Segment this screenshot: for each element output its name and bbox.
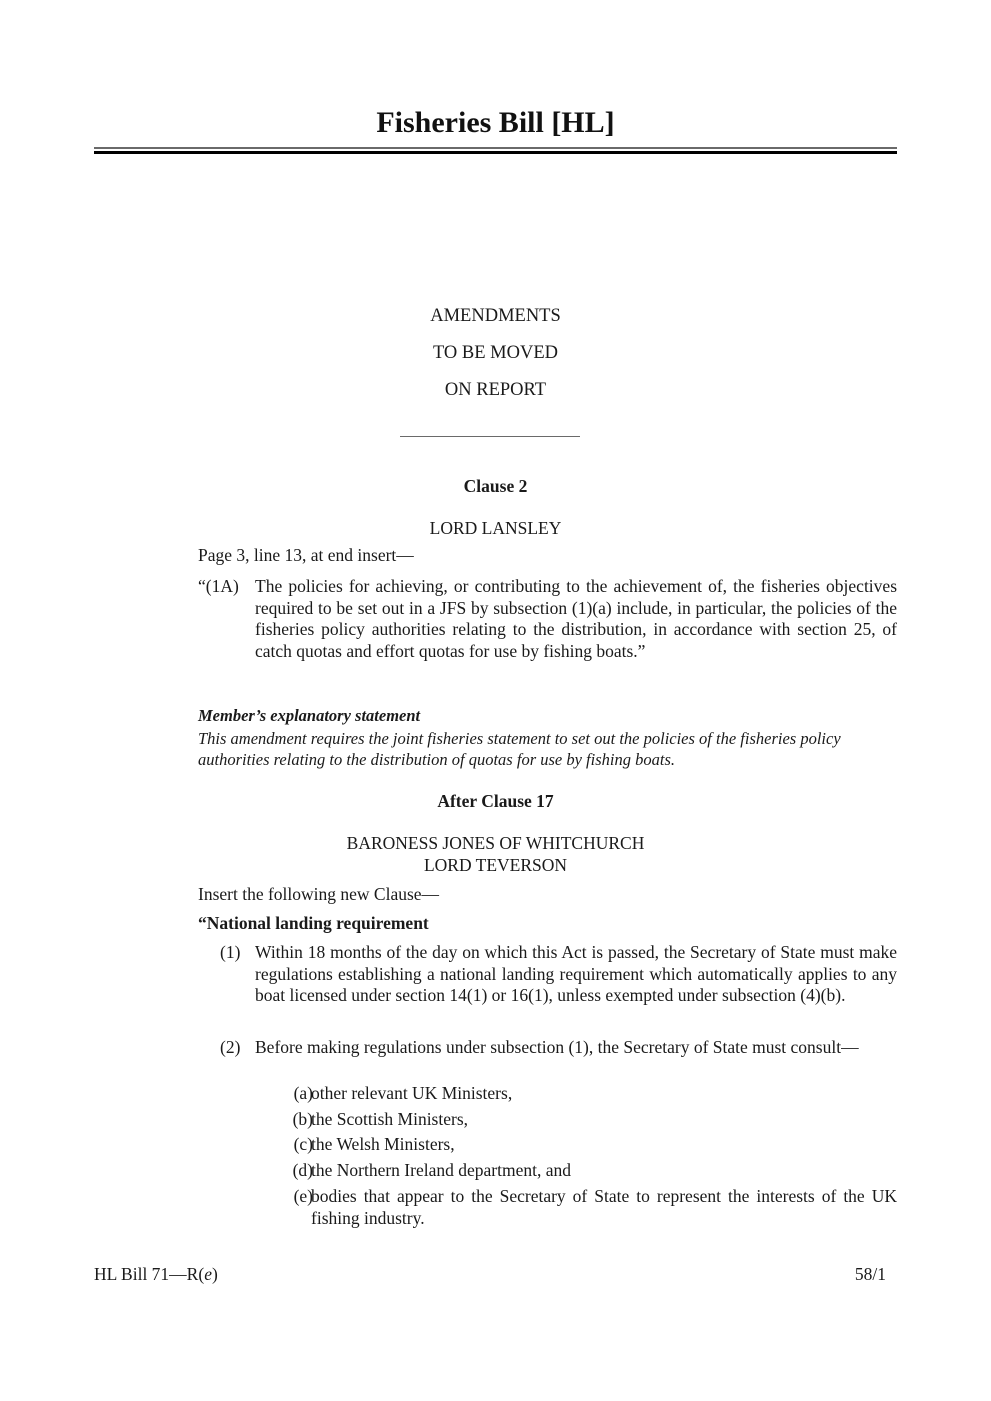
amendment-instruction: Page 3, line 13, at end insert— [198,545,414,565]
paragraph-item [276,1134,897,1156]
subsection-text: Before making regulations under subsection (1), the Secretary of State must consult— [255,1037,859,1057]
item-label: (d) [292,1160,313,1180]
item-label: (e) [293,1186,313,1206]
member-name: LORD LANSLEY [429,518,562,538]
paragraph-item [276,1186,897,1229]
item-text: other relevant UK Ministers, [311,1083,513,1103]
subsection-text: The policies for achieving, or contributing to the achievement of, the fisheries objectives required to be set out in a JFS by subsection (1)(a) include, in particular, the policies of the fisheries policy authorities relating to the distribution, in accordance with section 25, of catch quotas and effort quotas for use by fishing boats.” [255,576,897,661]
heading-line-3: ON REPORT [444,380,547,400]
title-rule-thin [94,147,897,149]
subsection [220,1037,897,1059]
bill-ref-italic: e [204,1264,212,1284]
bill-ref-prefix: HL Bill 71—R( [94,1264,205,1284]
subsection [220,942,897,1007]
clause-heading: Clause 2 [463,476,528,496]
member-name: BARONESS JONES OF WHITCHURCH [346,833,645,853]
paragraph-item [276,1160,897,1182]
inserted-subsection [198,576,897,662]
clause-heading: After Clause 17 [437,791,554,811]
explanatory-statement-text: This amendment requires the joint fisheries statement to set out the policies of the fisheries policy authorities relating to the distribution of quotas for use by fishing boats. [198,729,841,769]
item-label: (b) [292,1109,313,1129]
explanatory-statement-heading: Member’s explanatory statement [198,706,421,725]
item-text: the Welsh Ministers, [311,1134,455,1154]
paragraph-item [276,1083,897,1105]
document-title: Fisheries Bill [HL] [376,106,615,139]
bill-ref-suffix: ) [211,1264,218,1284]
subsection-number: “(1A) [198,576,239,596]
item-text: the Northern Ireland department, and [311,1160,571,1180]
heading-line-1: AMENDMENTS [430,306,561,326]
item-text: the Scottish Ministers, [311,1109,469,1129]
new-clause-title: “National landing requirement [198,913,429,933]
item-text: bodies that appear to the Secretary of State to represent the interests of the UK fishing industry. [311,1186,897,1228]
subsection-number: (2) [220,1037,241,1057]
item-label: (a) [293,1083,313,1103]
amendment-instruction: Insert the following new Clause— [198,884,440,904]
title-rule-thick [94,151,897,154]
heading-separator [400,436,580,437]
subsection-text: Within 18 months of the day on which this Act is passed, the Secretary of State must make regulations establishing a national landing requirement which automatically applies to any boat licensed under section 14(1) or 16(1), unless exempted under subsection (4)(b). [255,942,897,1005]
heading-line-2: TO BE MOVED [432,343,559,363]
item-label: (c) [293,1134,313,1154]
page-reference: 58/1 [854,1264,886,1284]
bill-reference [94,1264,218,1285]
member-name: LORD TEVERSON [423,855,568,875]
subsection-number: (1) [220,942,241,962]
paragraph-item [276,1109,897,1131]
